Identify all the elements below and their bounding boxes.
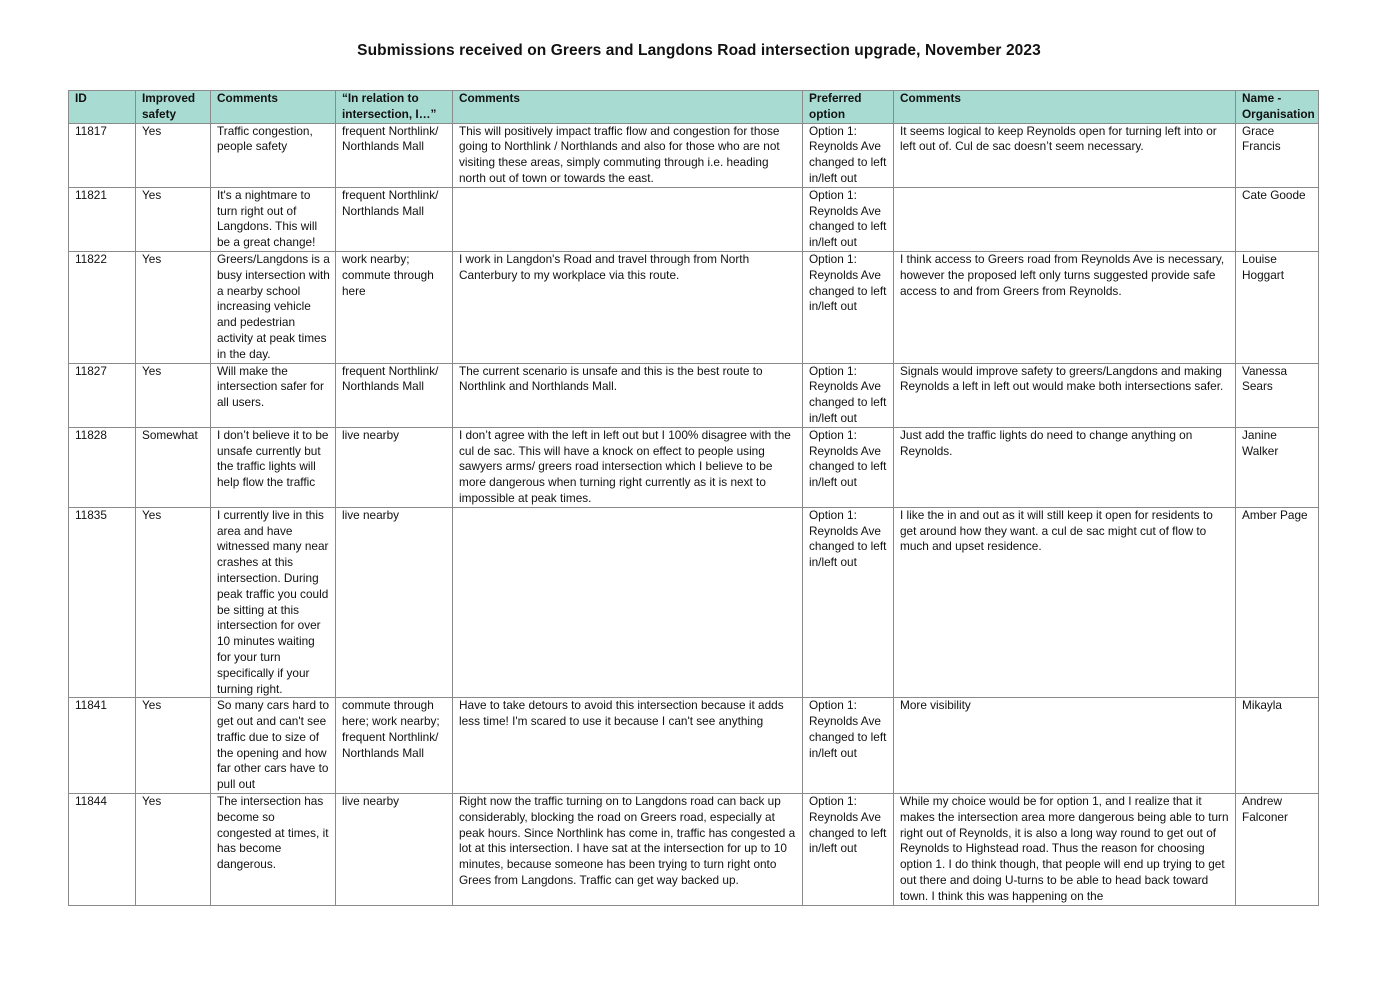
cell-comments-3: More visibility [894,698,1236,794]
cell-comments-3 [894,187,1236,251]
cell-id: 11817 [69,123,136,187]
cell-name-organisation: Amber Page [1236,507,1319,698]
header-preferred-option: Preferred option [803,91,894,124]
table-row [69,251,1319,363]
header-comments-1: Comments [211,91,336,124]
cell-comments-1: Traffic congestion, people safety [211,123,336,187]
cell-comments-1: It's a nightmare to turn right out of Langdons. This will be a great change! [211,187,336,251]
cell-preferred-option: Option 1: Reynolds Ave changed to left in/left out [803,507,894,698]
cell-preferred-option: Option 1: Reynolds Ave changed to left in/left out [803,794,894,906]
cell-comments-1: Will make the intersection safer for all users. [211,363,336,427]
cell-name-organisation: Vanessa Sears [1236,363,1319,427]
cell-id: 11844 [69,794,136,906]
cell-comments-3: While my choice would be for option 1, and I realize that it makes the intersection area more dangerous being able to turn right out of Reynolds, it is also a long way round to get out of Reynolds to Highstead road. Thus the reason for choosing option 1. I do think though, that people will end up trying to get out there and doing U-turns to be able to head back toward town. I think this was happening on the [894,794,1236,906]
cell-comments-2: This will positively impact traffic flow and congestion for those going to Northlink / Northlands and also for those who are not visiting these areas, simply commuting through i.e. heading north out of town or towards the east. [453,123,803,187]
table-row [69,363,1319,427]
header-in-relation: “In relation to intersection, I…” [336,91,453,124]
cell-id: 11841 [69,698,136,794]
cell-preferred-option: Option 1: Reynolds Ave changed to left in/left out [803,123,894,187]
cell-comments-3: I think access to Greers road from Reynolds Ave is necessary, however the proposed left only turns suggested provide safe access to and from Greers from Reynolds. [894,251,1236,363]
cell-improved-safety: Yes [136,123,211,187]
cell-comments-3: Signals would improve safety to greers/Langdons and making Reynolds a left in left out would make both intersections safer. [894,363,1236,427]
cell-in-relation: frequent Northlink/ Northlands Mall [336,123,453,187]
table-row [69,123,1319,187]
page-title: Submissions received on Greers and Langdons Road intersection upgrade, November 2023 [357,42,1041,59]
cell-in-relation: live nearby [336,427,453,507]
cell-comments-1: The intersection has become so congested at times, it has become dangerous. [211,794,336,906]
cell-id: 11828 [69,427,136,507]
cell-id: 11821 [69,187,136,251]
cell-name-organisation: Cate Goode [1236,187,1319,251]
cell-preferred-option: Option 1: Reynolds Ave changed to left in/left out [803,187,894,251]
cell-name-organisation: Mikayla [1236,698,1319,794]
cell-id: 11835 [69,507,136,698]
cell-name-organisation: Grace Francis [1236,123,1319,187]
table-row [69,794,1319,906]
table-row [69,507,1319,698]
header-name-organisation: Name - Organisation [1236,91,1319,124]
cell-preferred-option: Option 1: Reynolds Ave changed to left in/left out [803,251,894,363]
cell-comments-1: I currently live in this area and have witnessed many near crashes at this intersection. During peak traffic you could be sitting at this intersection for over 10 minutes waiting for your turn specifically if your turning right. [211,507,336,698]
cell-preferred-option: Option 1: Reynolds Ave changed to left in/left out [803,363,894,427]
cell-improved-safety: Yes [136,363,211,427]
header-comments-2: Comments [453,91,803,124]
cell-comments-2: The current scenario is unsafe and this is the best route to Northlink and Northlands Mall. [453,363,803,427]
cell-comments-2: I don’t agree with the left in left out but I 100% disagree with the cul de sac. This will have a knock on effect to people using sawyers arms/ greers road intersection which I believe to be more dangerous when turning right currently as it is next to impossible at peak times. [453,427,803,507]
cell-id: 11827 [69,363,136,427]
cell-name-organisation: Louise Hoggart [1236,251,1319,363]
cell-comments-2: Have to take detours to avoid this intersection because it adds less time! I'm scared to use it because I can't see anything [453,698,803,794]
cell-in-relation: work nearby; commute through here [336,251,453,363]
cell-in-relation: live nearby [336,507,453,698]
cell-comments-1: So many cars hard to get out and can't see traffic due to size of the opening and how far other cars have to pull out [211,698,336,794]
cell-id: 11822 [69,251,136,363]
cell-improved-safety: Yes [136,187,211,251]
header-row [69,91,1319,124]
cell-comments-2: I work in Langdon's Road and travel through from North Canterbury to my workplace via this route. [453,251,803,363]
cell-improved-safety: Yes [136,698,211,794]
cell-in-relation: frequent Northlink/ Northlands Mall [336,187,453,251]
table-row [69,698,1319,794]
cell-in-relation: live nearby [336,794,453,906]
cell-comments-1: Greers/Langdons is a busy intersection with a nearby school increasing vehicle and pedestrian activity at peak times in the day. [211,251,336,363]
header-comments-3: Comments [894,91,1236,124]
cell-improved-safety: Somewhat [136,427,211,507]
cell-comments-2 [453,187,803,251]
cell-improved-safety: Yes [136,251,211,363]
cell-name-organisation: Janine Walker [1236,427,1319,507]
cell-improved-safety: Yes [136,794,211,906]
table-row [69,187,1319,251]
cell-name-organisation: Andrew Falconer [1236,794,1319,906]
cell-preferred-option: Option 1: Reynolds Ave changed to left in/left out [803,698,894,794]
cell-comments-3: It seems logical to keep Reynolds open for turning left into or left out of. Cul de sac doesn’t seem necessary. [894,123,1236,187]
submissions-table [68,90,1319,906]
header-improved-safety: Improved safety [136,91,211,124]
cell-comments-2: Right now the traffic turning on to Langdons road can back up considerably, blocking the road on Greers road, especially at peak hours. Since Northlink has come in, traffic has congested a lot at this intersection. I have sat at the intersection for up to 10 minutes, because someone has been trying to turn right onto Grees from Langdons. Traffic can get way backed up. [453,794,803,906]
cell-comments-2 [453,507,803,698]
cell-comments-3: I like the in and out as it will still keep it open for residents to get around how they want. a cul de sac might cut of flow to much and upset residence. [894,507,1236,698]
cell-improved-safety: Yes [136,507,211,698]
cell-in-relation: frequent Northlink/ Northlands Mall [336,363,453,427]
table-row [69,427,1319,507]
cell-comments-1: I don’t believe it to be unsafe currently but the traffic lights will help flow the traffic [211,427,336,507]
cell-preferred-option: Option 1: Reynolds Ave changed to left in/left out [803,427,894,507]
cell-in-relation: commute through here; work nearby; frequent Northlink/ Northlands Mall [336,698,453,794]
cell-comments-3: Just add the traffic lights do need to change anything on Reynolds. [894,427,1236,507]
header-id: ID [69,91,136,124]
